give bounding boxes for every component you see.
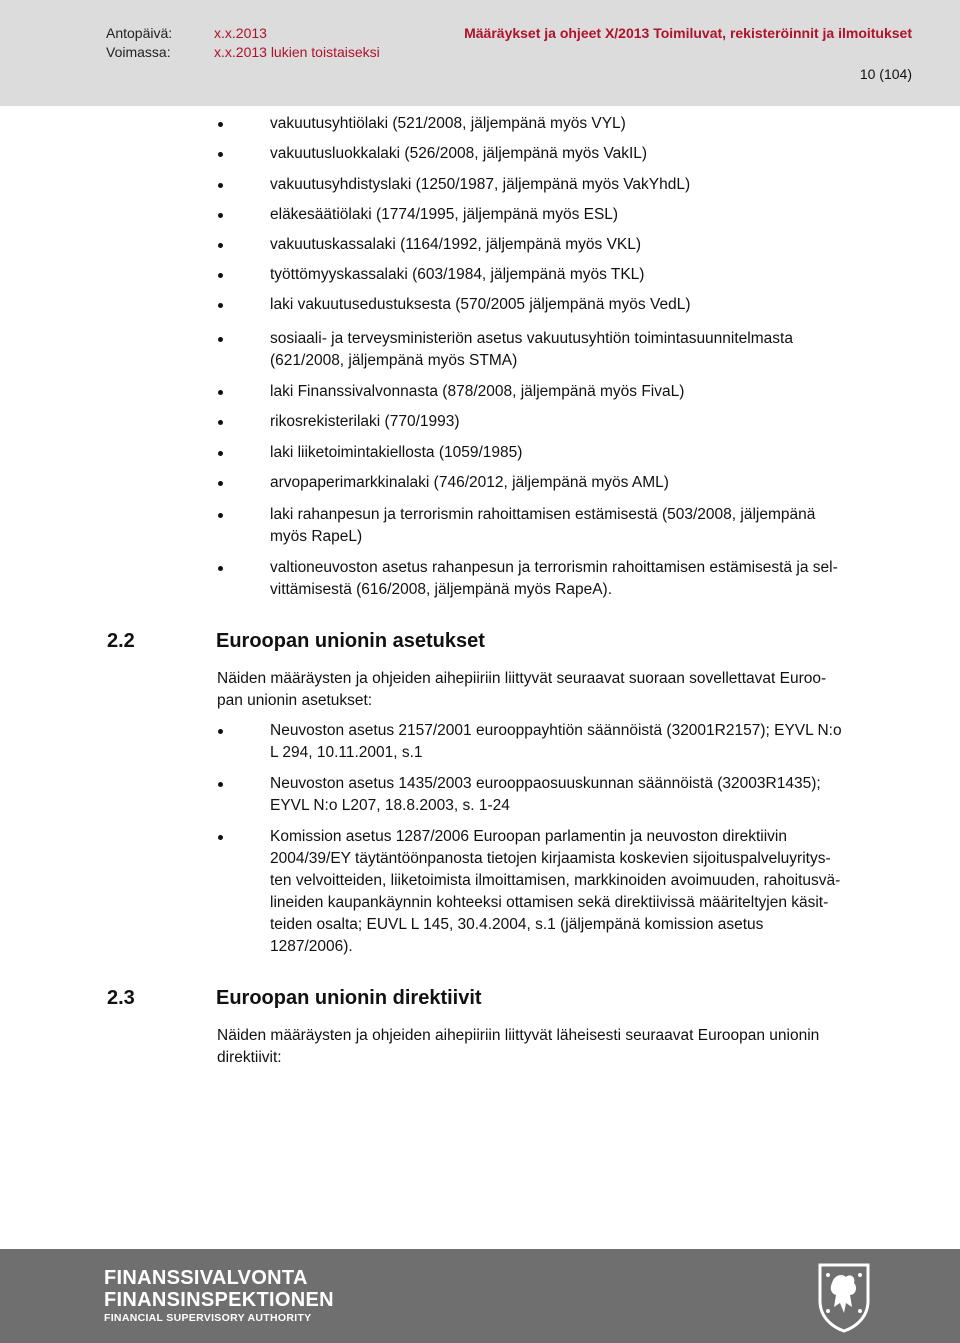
section-title: Euroopan unionin asetukset: [216, 630, 485, 652]
page-footer: [0, 1249, 960, 1343]
section-2-2-intro: [217, 668, 907, 712]
bullet-icon: [218, 420, 223, 425]
law-item-text: [270, 204, 920, 226]
fiva-logo: [104, 1267, 334, 1325]
law-item-text: [270, 328, 920, 372]
logo-line-sv: FINANSINSPEKTIONEN: [104, 1289, 334, 1311]
bullet-icon: [218, 337, 223, 342]
voimassa-value: x.x.2013 lukien toistaiseksi: [214, 44, 380, 60]
text-line: laki vakuutusedustuksesta (570/2005 jäljempänä myös VedL): [270, 296, 691, 313]
text-line: vakuutusluokkalaki (526/2008, jäljempänä myös VakIL): [270, 145, 648, 162]
bullet-icon: [218, 213, 223, 218]
section-number: 2.3: [107, 987, 135, 1009]
lion-emblem-icon: [816, 1261, 872, 1333]
law-item-text: [270, 504, 920, 548]
bullet-icon: [218, 152, 223, 157]
law-item-text: [270, 381, 920, 403]
text-line: Komission asetus 1287/2006 Euroopan parlamentin ja neuvoston direktiivin: [270, 828, 787, 845]
bullet-icon: [218, 183, 223, 188]
antopaiva-label: Antopäivä:: [106, 25, 173, 41]
text-line: laki rahanpesun ja terrorismin rahoittamisen estämisestä (503/2008, jäljempänä: [270, 506, 816, 523]
bullet-icon: [218, 303, 223, 308]
bullet-icon: [218, 566, 223, 571]
bullet-icon: [218, 481, 223, 486]
law-item-text: [270, 442, 920, 464]
page-number: 10 (104): [859, 66, 912, 82]
bullet-icon: [218, 273, 223, 278]
law-item-text: [270, 113, 920, 135]
text-line: myös RapeL): [270, 528, 363, 545]
text-line: rikosrekisterilaki (770/1993): [270, 413, 460, 430]
regulation-item-text: [270, 720, 920, 764]
intro-line: Näiden määräysten ja ohjeiden aihepiiriin liittyvät seuraavat suoraan sovellettavat Euroo-: [217, 670, 827, 687]
text-line: vakuutusyhtiölaki (521/2008, jäljempänä myös VYL): [270, 115, 626, 132]
law-item-text: [270, 294, 920, 316]
intro-line: direktiivit:: [217, 1049, 282, 1066]
law-item-text: [270, 472, 920, 494]
logo-line-en: FINANCIAL SUPERVISORY AUTHORITY: [104, 1312, 312, 1324]
text-line: eläkesäätiölaki (1774/1995, jäljempänä myös ESL): [270, 206, 619, 223]
voimassa-label: Voimassa:: [106, 44, 171, 60]
text-line: valtioneuvoston asetus rahanpesun ja terrorismin rahoittamisen estämisestä ja sel-: [270, 559, 838, 576]
text-line: vakuutusyhdistyslaki (1250/1987, jäljempänä myös VakYhdL): [270, 176, 691, 193]
section-number: 2.2: [107, 630, 135, 652]
bullet-icon: [218, 451, 223, 456]
antopaiva-value: x.x.2013: [214, 25, 267, 41]
law-item-text: [270, 411, 920, 433]
law-item-text: [270, 557, 920, 601]
text-line: vakuutuskassalaki (1164/1992, jäljempänä myös VKL): [270, 236, 642, 253]
intro-line: Näiden määräysten ja ohjeiden aihepiiriin liittyvät läheisesti seuraavat Euroopan unionin: [217, 1027, 820, 1044]
text-line: teiden osalta; EUVL L 145, 30.4.2004, s.1 (jäljempänä komission asetus: [270, 916, 764, 933]
text-line: sosiaali- ja terveysministeriön asetus vakuutusyhtiön toimintasuunnitelmasta: [270, 330, 793, 347]
text-line: Neuvoston asetus 2157/2001 eurooppayhtiön säännöistä (32001R2157); EYVL N:o: [270, 722, 842, 739]
bullet-icon: [218, 513, 223, 518]
logo-line-fi: FINANSSIVALVONTA: [104, 1267, 308, 1289]
text-line: työttömyyskassalaki (603/1984, jäljempänä myös TKL): [270, 266, 645, 283]
document-title: Määräykset ja ohjeet X/2013 Toimiluvat, rekisteröinnit ja ilmoitukset: [464, 25, 912, 41]
text-line: lineiden kaupankäynnin kohteeksi ottamisen sekä direktiivissä määriteltyjen käsit-: [270, 894, 829, 911]
text-line: L 294, 10.11.2001, s.1: [270, 744, 423, 761]
law-item-text: [270, 174, 920, 196]
section-2-3-intro: [217, 1025, 907, 1069]
text-line: arvopaperimarkkinalaki (746/2012, jäljempänä myös AML): [270, 474, 669, 491]
page-header: [0, 0, 960, 106]
text-line: vittämisestä (616/2008, jäljempänä myös RapeA).: [270, 581, 613, 598]
intro-line: pan unionin asetukset:: [217, 692, 373, 709]
text-line: laki liiketoimintakiellosta (1059/1985): [270, 444, 523, 461]
text-line: ten velvoitteiden, liiketoimista ilmoittamisen, markkinoiden avoimuuden, rahoitusvä-: [270, 872, 841, 889]
text-line: 1287/2006).: [270, 938, 353, 955]
bullet-icon: [218, 390, 223, 395]
text-line: 2004/39/EY täytäntöönpanosta tietojen kirjaamista koskevien sijoituspalveluyritys-: [270, 850, 831, 867]
bullet-icon: [218, 122, 223, 127]
law-item-text: [270, 234, 920, 256]
bullet-icon: [218, 782, 223, 787]
bullet-icon: [218, 729, 223, 734]
section-title: Euroopan unionin direktiivit: [216, 987, 482, 1009]
bullet-icon: [218, 835, 223, 840]
text-line: laki Finanssivalvonnasta (878/2008, jäljempänä myös FivaL): [270, 383, 685, 400]
law-item-text: [270, 264, 920, 286]
regulation-item-text: [270, 773, 920, 817]
law-item-text: [270, 143, 920, 165]
text-line: (621/2008, jäljempänä myös STMA): [270, 352, 518, 369]
text-line: EYVL N:o L207, 18.8.2003, s. 1-24: [270, 797, 510, 814]
regulation-item-text: [270, 826, 920, 958]
bullet-icon: [218, 243, 223, 248]
text-line: Neuvoston asetus 1435/2003 eurooppaosuuskunnan säännöistä (32003R1435);: [270, 775, 821, 792]
